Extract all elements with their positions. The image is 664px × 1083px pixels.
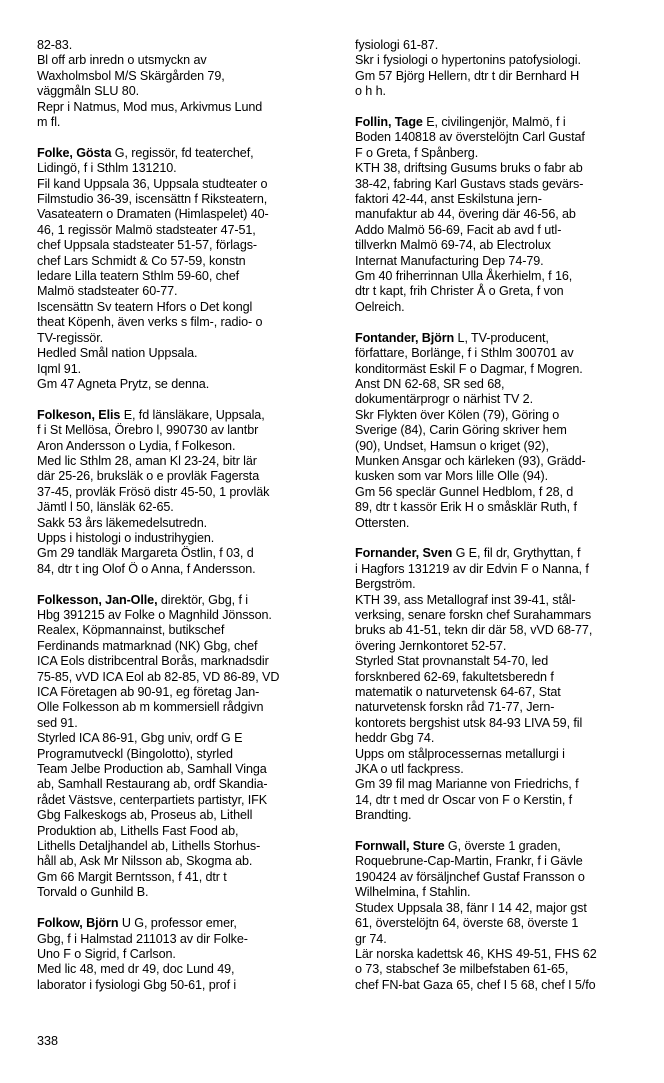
- entry-text: ab, Samhall Restaurang ab, ordf Skandia-: [37, 777, 268, 792]
- entry-text: Gm 57 Björg Hellern, dtr t dir Bernhard H: [355, 68, 580, 83]
- text-line: [355, 84, 651, 99]
- text-line: [37, 377, 329, 392]
- text-line: [37, 469, 329, 484]
- text-line: [355, 346, 651, 361]
- entry-text: chef Uppsala stadsteater 51-57, förlags-: [37, 238, 258, 253]
- entry-text: f i St Mellösa, Örebro l, 990730 av lantbr: [37, 423, 259, 438]
- entry-name: Fornwall, Sture: [355, 839, 445, 854]
- text-line: [355, 854, 651, 869]
- text-line: [37, 854, 329, 869]
- entry-text: kusken som var Mors lille Olle (94).: [355, 469, 549, 484]
- text-line: [355, 978, 651, 993]
- entry-text: 82-83.: [37, 38, 73, 52]
- entry-text: laborator i fysiologi Gbg 50-61, prof i: [37, 977, 237, 992]
- entry-text: (90), Undset, Hamsun o kriget (92),: [355, 438, 549, 453]
- text-line: [355, 238, 651, 253]
- text-line: [355, 870, 651, 885]
- biography-entry: [355, 331, 651, 531]
- entry-text: rådet Västsve, centerpartiets partistyr, IFK: [37, 792, 268, 807]
- entry-text: Olle Folkesson ab m kommersiell rådgivn: [37, 700, 264, 715]
- entry-text: 190424 av försäljnchef Gustaf Fransson o: [355, 869, 585, 884]
- biography-entry: [37, 408, 329, 577]
- text-line: [355, 793, 651, 808]
- text-line: [37, 346, 329, 361]
- entry-text: Aron Andersson o Lydia, f Folkeson.: [37, 438, 236, 453]
- entry-text: dokumentärprogr o närhist TV 2.: [355, 392, 533, 407]
- entry-name: Folkow, Björn: [37, 916, 119, 931]
- entry-text: Bl off arb inredn o utsmyckn av: [37, 53, 207, 68]
- text-line: [355, 577, 651, 592]
- entry-text: Upps om stålprocessernas metallurgi i: [355, 746, 565, 761]
- entry-text: kontorets bergshist utsk 84-93 LIVA 59, fil: [355, 715, 583, 730]
- text-line: [37, 546, 329, 561]
- entry-text: där 25-26, bruksläk o e provläk Fagersta: [37, 469, 260, 484]
- text-line: [355, 223, 651, 238]
- entry-text: Styrled ICA 86-91, Gbg univ, ordf G E: [37, 731, 243, 746]
- text-line: [37, 947, 329, 962]
- entry-text: Fil kand Uppsala 36, Uppsala studteater o: [37, 176, 268, 191]
- text-line: [37, 38, 329, 53]
- entry-name: Folkeson, Elis: [37, 407, 121, 422]
- text-line: [355, 685, 651, 700]
- entry-text: Ferdinands matmarknad (NK) Gbg, chef: [37, 638, 258, 653]
- left-column: [37, 38, 329, 1009]
- entry-text: Internat Manufacturing Dep 74-79.: [355, 253, 544, 268]
- entry-text: Sverige (84), Carin Göring skriver hem: [355, 423, 567, 438]
- text-line: [37, 362, 329, 377]
- text-line: [355, 485, 651, 500]
- text-line: [37, 700, 329, 715]
- text-line: [37, 146, 329, 161]
- text-line: [355, 500, 651, 515]
- entry-text: Gm 66 Margit Berntsson, f 41, dtr t: [37, 869, 227, 884]
- text-line: [355, 300, 651, 315]
- entry-text: Munken Ansgar och kärleken (93), Grädd-: [355, 453, 586, 468]
- entry-text: Team Jelbe Production ab, Samhall Vinga: [37, 762, 267, 777]
- biography-entry: [355, 546, 651, 823]
- entry-text: Brandting.: [355, 808, 412, 823]
- text-line: [355, 146, 651, 161]
- text-line: [37, 84, 329, 99]
- entry-text: direktör, Gbg, f i: [157, 592, 248, 607]
- entry-text: bruks ab 41-51, tekn dir där 58, vVD 68-77,: [355, 623, 593, 638]
- text-line: [355, 623, 651, 638]
- biography-entry: [355, 839, 651, 993]
- right-column: [355, 38, 651, 1009]
- entry-text: håll ab, Ask Mr Nilsson ab, Skogma ab.: [37, 854, 253, 869]
- entry-text: dtr t kapt, frih Christer Å o Greta, f von: [355, 284, 564, 299]
- entry-name: Folke, Gösta: [37, 145, 112, 160]
- text-line: [37, 408, 329, 423]
- entry-text: o 73, stabschef 3e milbefstaben 61-65,: [355, 962, 569, 977]
- entry-text: theat Köpenh, även verks s film-, radio- o: [37, 315, 263, 330]
- entry-text: Jämtl l 50, länsläk 62-65.: [37, 500, 174, 515]
- text-line: [37, 731, 329, 746]
- text-line: [37, 331, 329, 346]
- biography-entry: [37, 916, 329, 993]
- entry-text: Produktion ab, Lithells Fast Food ab,: [37, 823, 239, 838]
- text-line: [355, 839, 651, 854]
- text-line: [37, 808, 329, 823]
- entry-text: Uno F o Sigrid, f Carlson.: [37, 946, 176, 961]
- entry-text: Gm 39 fil mag Marianne von Friedrichs, f: [355, 777, 579, 792]
- entry-text: Lithells Detaljhandel ab, Lithells Storhus-: [37, 839, 261, 854]
- text-line: [37, 654, 329, 669]
- entry-text: verksing, senare forskn chef Surahammars: [355, 607, 592, 622]
- entry-text: 89, dtr t kassör Erik H o småsklär Ruth, f: [355, 500, 577, 515]
- entry-text: F o Greta, f Spånberg.: [355, 145, 479, 160]
- entry-text: tillverkn Malmö 69-74, ab Electrolux: [355, 238, 551, 253]
- entry-text: 46, 1 regissör Malmö stadsteater 47-51,: [37, 222, 256, 237]
- entry-text: 61, överstelöjtn 64, överste 68, överste 1: [355, 916, 579, 931]
- text-line: [37, 254, 329, 269]
- text-line: [355, 115, 651, 130]
- text-line: [37, 300, 329, 315]
- entry-text: Upps i histologi o industrihygien.: [37, 530, 215, 545]
- text-line: [37, 777, 329, 792]
- text-line: [37, 454, 329, 469]
- text-line: [355, 69, 651, 84]
- text-line: [355, 546, 651, 561]
- entry-text: E, civilingenjör, Malmö, f i: [422, 115, 566, 130]
- text-line: [355, 161, 651, 176]
- text-line: [355, 962, 651, 977]
- text-line: [355, 700, 651, 715]
- page-number: 338: [37, 1034, 59, 1048]
- entry-text: JKA o utl fackpress.: [355, 762, 464, 777]
- text-line: [355, 808, 651, 823]
- entry-text: väggmåln SLU 80.: [37, 84, 140, 99]
- entry-text: matematik o naturvetensk 64-67, Stat: [355, 685, 561, 700]
- entry-text: Torvald o Gunhild B.: [37, 885, 149, 900]
- entry-text: Gm 29 tandläk Margareta Östlin, f 03, d: [37, 546, 254, 561]
- text-line: [37, 531, 329, 546]
- entry-text: Addo Malmö 56-69, Facit ab avd f utl-: [355, 222, 562, 237]
- text-line: [355, 716, 651, 731]
- text-line: [355, 885, 651, 900]
- text-line: [37, 423, 329, 438]
- entry-text: Skr i fysiologi o hypertonins patofysiologi.: [355, 53, 581, 68]
- entry-text: fysiologi 61-87.: [355, 38, 439, 52]
- text-line: [355, 916, 651, 931]
- entry-text: Repr i Natmus, Mod mus, Arkivmus Lund: [37, 99, 263, 114]
- text-line: [355, 654, 651, 669]
- text-line: [37, 885, 329, 900]
- entry-text: Wilhelmina, f Stahlin.: [355, 885, 471, 900]
- text-line: [355, 932, 651, 947]
- text-line: [37, 315, 329, 330]
- entry-text: Hedled Smål nation Uppsala.: [37, 346, 198, 361]
- entry-text: chef FN-bat Gaza 65, chef I 5 68, chef I 5/fo: [355, 977, 596, 992]
- entry-continuation: [37, 38, 329, 130]
- text-line: [37, 500, 329, 515]
- entry-text: Gm 56 speclär Gunnel Hedblom, f 28, d: [355, 484, 574, 499]
- entry-text: Styrled Stat provnanstalt 54-70, led: [355, 654, 549, 669]
- text-line: [37, 932, 329, 947]
- entry-text: Vasateatern o Dramaten (Himlaspelet) 40-: [37, 207, 269, 222]
- entry-text: faktori 42-44, anst Eskilstuna jern-: [355, 192, 542, 207]
- entry-text: 75-85, vVD ICA Eol ab 82-85, VD 86-89, VD: [37, 669, 280, 684]
- entry-text: m fl.: [37, 115, 61, 130]
- text-line: [355, 392, 651, 407]
- text-line: [37, 562, 329, 577]
- text-line: [37, 223, 329, 238]
- text-line: [37, 916, 329, 931]
- text-line: [37, 839, 329, 854]
- entry-text: gr 74.: [355, 931, 387, 946]
- entry-text: Iqml 91.: [37, 361, 81, 376]
- entry-text: 84, dtr t ing Olof Ö o Anna, f Andersson.: [37, 561, 256, 576]
- entry-text: Oelreich.: [355, 299, 405, 314]
- entry-text: o h h.: [355, 84, 386, 99]
- text-line: [37, 161, 329, 176]
- text-line: [37, 593, 329, 608]
- entry-text: Gbg, f i Halmstad 211013 av dir Folke-: [37, 931, 248, 946]
- entry-text: Boden 140818 av överstelöjtn Carl Gustaf: [355, 130, 585, 145]
- text-line: [355, 377, 651, 392]
- entry-text: övering Jernkontoret 52-57.: [355, 638, 507, 653]
- entry-text: Med lic 48, med dr 49, doc Lund 49,: [37, 962, 235, 977]
- text-line: [37, 962, 329, 977]
- entry-text: L, TV-producent,: [454, 330, 549, 345]
- text-line: [355, 562, 651, 577]
- entry-text: Sakk 53 års läkemedelsutredn.: [37, 515, 208, 530]
- entry-text: Gm 40 friherrinnan Ulla Åkerhielm, f 16,: [355, 269, 573, 284]
- entry-text: konditormäst Eskil F o Dagmar, f Mogren.: [355, 361, 583, 376]
- text-line: [355, 593, 651, 608]
- text-line: [37, 608, 329, 623]
- entry-text: G E, fil dr, Grythyttan, f: [452, 546, 581, 561]
- entry-text: Ottersten.: [355, 515, 410, 530]
- entry-text: G, regissör, fd teaterchef,: [111, 145, 254, 160]
- text-line: [355, 608, 651, 623]
- entry-text: Roquebrune-Cap-Martin, Frankr, f i Gävle: [355, 854, 583, 869]
- entry-text: Programutveckl (Bingolotto), styrled: [37, 746, 233, 761]
- text-line: [37, 639, 329, 654]
- text-line: [37, 207, 329, 222]
- entry-text: Filmstudio 36-39, iscensättn f Riksteatern,: [37, 192, 268, 207]
- text-line: [355, 423, 651, 438]
- text-line: [37, 238, 329, 253]
- text-line: [355, 639, 651, 654]
- text-line: [37, 793, 329, 808]
- text-line: [355, 901, 651, 916]
- entry-text: Realex, Köpmannainst, butikschef: [37, 623, 225, 638]
- entry-text: Gbg Falkeskogs ab, Proseus ab, Lithell: [37, 808, 253, 823]
- text-line: [37, 284, 329, 299]
- text-line: [355, 454, 651, 469]
- text-line: [37, 978, 329, 993]
- text-line: [37, 623, 329, 638]
- entry-text: ICA Eols distribcentral Borås, marknadsdir: [37, 654, 269, 669]
- text-line: [355, 670, 651, 685]
- text-line: [37, 824, 329, 839]
- entry-name: Fornander, Sven: [355, 546, 453, 561]
- biography-entry: [355, 115, 651, 315]
- text-line: [355, 38, 651, 53]
- text-line: [37, 69, 329, 84]
- text-line: [37, 516, 329, 531]
- text-line: [37, 762, 329, 777]
- text-line: [37, 53, 329, 68]
- text-line: [37, 747, 329, 762]
- text-line: [37, 685, 329, 700]
- text-line: [355, 207, 651, 222]
- entry-text: 37-45, provläk Frösö distr 45-50, 1 provläk: [37, 484, 270, 499]
- entry-text: Iscensättn Sv teatern Hfors o Det kongl: [37, 299, 253, 314]
- text-line: [355, 762, 651, 777]
- entry-text: heddr Gbg 74.: [355, 731, 435, 746]
- entry-text: 14, dtr t med dr Oscar von F o Kerstin, f: [355, 792, 573, 807]
- text-line: [355, 284, 651, 299]
- entry-text: Skr Flykten över Kölen (79), Göring o: [355, 407, 560, 422]
- entry-text: 38-42, fabring Karl Gustavs stads gevärs-: [355, 176, 584, 191]
- entry-text: ledare Lilla teatern Sthlm 59-60, chef: [37, 269, 240, 284]
- text-line: [37, 115, 329, 130]
- entry-text: KTH 38, driftsing Gusums bruks o fabr ab: [355, 161, 583, 176]
- text-line: [37, 177, 329, 192]
- text-line: [355, 408, 651, 423]
- entry-text: Hbg 391215 av Folke o Magnhild Jönsson.: [37, 607, 272, 622]
- entry-continuation: [355, 38, 651, 100]
- text-line: [355, 177, 651, 192]
- entry-text: KTH 39, ass Metallograf inst 39-41, stål-: [355, 592, 576, 607]
- text-line: [37, 439, 329, 454]
- entry-text: E, fd länsläkare, Uppsala,: [120, 407, 265, 422]
- text-line: [37, 870, 329, 885]
- entry-text: manufaktur ab 44, övering där 46-56, ab: [355, 207, 576, 222]
- entry-text: Med lic Sthlm 28, aman Kl 23-24, bitr lär: [37, 453, 257, 468]
- entry-text: TV-regissör.: [37, 330, 103, 345]
- text-line: [355, 254, 651, 269]
- text-line: [355, 747, 651, 762]
- text-line: [355, 269, 651, 284]
- entry-text: G, överste 1 graden,: [444, 839, 561, 854]
- text-line: [37, 485, 329, 500]
- entry-text: Malmö stadsteater 60-77.: [37, 284, 178, 299]
- entry-text: Studex Uppsala 38, fänr I 14 42, major gst: [355, 900, 587, 915]
- entry-text: U G, professor emer,: [118, 916, 237, 931]
- entry-name: Fontander, Björn: [355, 330, 455, 345]
- entry-text: i Hagfors 131219 av dir Edvin F o Nanna, f: [355, 561, 589, 576]
- text-line: [355, 53, 651, 68]
- entry-text: författare, Borlänge, f i Sthlm 300701 av: [355, 346, 574, 361]
- text-line: [37, 192, 329, 207]
- entry-text: Lär norska kadettsk 46, KHS 49-51, FHS 62: [355, 946, 597, 961]
- entry-text: chef Lars Schmidt & Co 57-59, konstn: [37, 253, 246, 268]
- text-line: [355, 731, 651, 746]
- text-line: [355, 469, 651, 484]
- entry-text: Gm 47 Agneta Prytz, se denna.: [37, 376, 210, 391]
- entry-text: naturvetensk forskn råd 71-77, Jern-: [355, 700, 555, 715]
- biography-entry: [37, 593, 329, 901]
- entry-text: sed 91.: [37, 715, 78, 730]
- entry-text: Anst DN 62-68, SR sed 68,: [355, 376, 505, 391]
- text-line: [37, 670, 329, 685]
- text-line: [355, 516, 651, 531]
- biography-entry: [37, 146, 329, 393]
- text-line: [355, 192, 651, 207]
- entry-text: ICA Företagen ab 90-91, eg företag Jan-: [37, 685, 260, 700]
- entry-text: Lidingö, f i Sthlm 131210.: [37, 161, 177, 176]
- text-line: [355, 362, 651, 377]
- text-line: [355, 331, 651, 346]
- text-line: [37, 716, 329, 731]
- text-line: [355, 777, 651, 792]
- text-line: [37, 100, 329, 115]
- text-line: [355, 947, 651, 962]
- entry-text: forsknbered 62-69, fakultetsberedn f: [355, 669, 554, 684]
- entry-text: Waxholmsbol M/S Skärgården 79,: [37, 68, 225, 83]
- text-line: [37, 269, 329, 284]
- entry-name: Follin, Tage: [355, 115, 423, 130]
- entry-name: Folkesson, Jan-Olle,: [37, 592, 158, 607]
- text-line: [355, 130, 651, 145]
- text-line: [355, 439, 651, 454]
- entry-text: Bergström.: [355, 577, 416, 592]
